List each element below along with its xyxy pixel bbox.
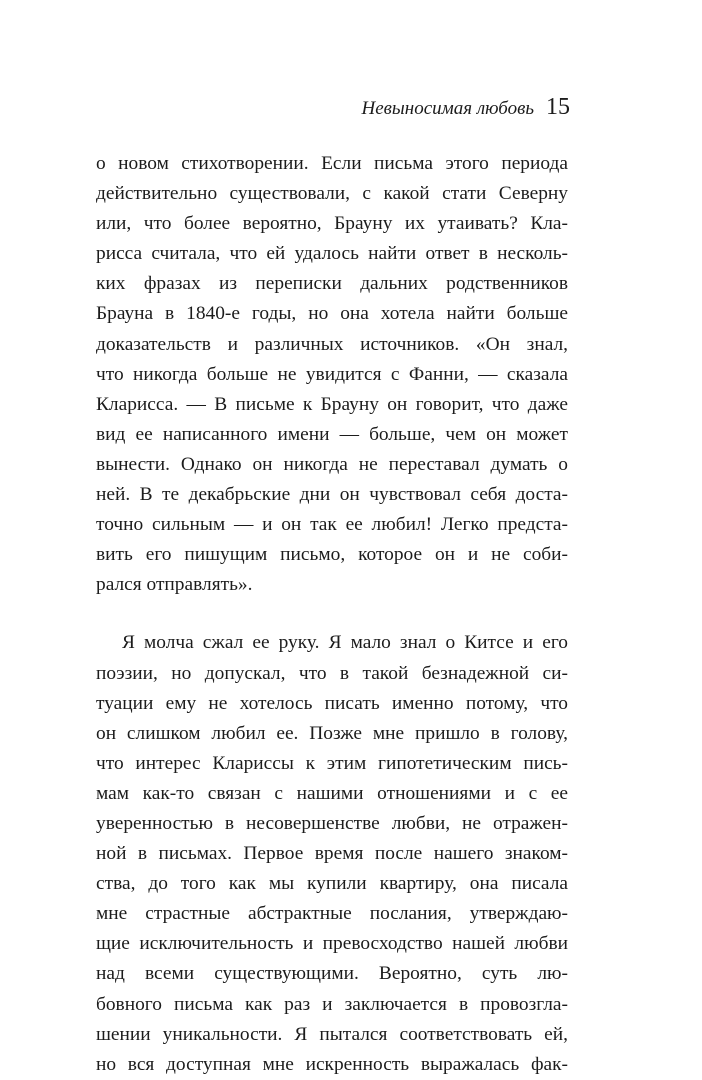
text-line: ней. В те декабрьские дни он чувствовал себя доста-: [96, 484, 568, 506]
text-line: уверенностью в несовершенстве любви, не отражен-: [96, 812, 568, 834]
text-line: щие исключительность и превосходство нашей любви: [96, 933, 568, 955]
text-line: шении уникальности. Я пытался соответствовать ей,: [96, 1023, 568, 1045]
text-line-last: рался отправлять».: [96, 574, 253, 596]
text-line: точно сильным — и он так ее любил! Легко предста-: [96, 514, 568, 536]
paragraph-2: [96, 628, 568, 1079]
page-number: 15: [546, 94, 570, 120]
text-line: или, что более вероятно, Брауну их утаивать? Кла-: [96, 213, 568, 235]
text-line: но вся доступная мне искренность выражалась фак-: [96, 1053, 568, 1075]
text-line: что интерес Клариссы к этим гипотетическим пись-: [96, 752, 568, 774]
text-line: доказательств и различных источников. «Он знал,: [96, 333, 568, 355]
text-line: вить его пишущим письмо, которое он и не соби-: [96, 544, 568, 566]
text-line: вид ее написанного имени — больше, чем он может: [96, 423, 568, 445]
text-line: рисса считала, что ей удалось найти ответ в несколь-: [96, 243, 568, 265]
text-line: ких фразах из переписки дальних родственников: [96, 273, 568, 295]
text-line: Брауна в 1840-е годы, но она хотела найти больше: [96, 303, 568, 325]
text-line: он слишком любил ее. Позже мне пришло в голову,: [96, 722, 568, 744]
text-line: о новом стихотворении. Если письма этого периода: [96, 153, 568, 174]
text-line: что никогда больше не увидится с Фанни, — сказала: [96, 363, 568, 385]
text-line-first: Я молча сжал ее руку. Я мало знал о Китсе и его: [122, 632, 568, 654]
text-line: бовного письма как раз и заключается в провозгла-: [96, 993, 568, 1015]
text-line: Кларисса. — В письме к Брауну он говорит, что даже: [96, 393, 568, 415]
text-line: действительно существовали, с какой стати Северну: [96, 183, 568, 205]
paragraph-1: [96, 149, 568, 600]
text-line: вынести. Однако он никогда не переставал думать о: [96, 453, 568, 475]
text-line: над всеми существующими. Вероятно, суть лю-: [96, 963, 568, 985]
text-line: ной в письмах. Первое время после нашего знаком-: [96, 843, 568, 865]
body-text: [96, 149, 568, 1080]
text-line: мне страстные абстрактные послания, утверждаю-: [96, 903, 568, 925]
paragraph-spacer: [96, 600, 568, 628]
text-line: туации ему не хотелось писать именно потому, что: [96, 692, 568, 714]
running-header: [140, 94, 570, 120]
text-line: ства, до того как мы купили квартиру, она писала: [96, 873, 568, 895]
text-line: поэзии, но допускал, что в такой безнадежной си-: [96, 662, 568, 684]
running-header-title: Невыносимая любовь: [361, 98, 534, 119]
text-line: мам как-то связан с нашими отношениями и с ее: [96, 782, 568, 804]
